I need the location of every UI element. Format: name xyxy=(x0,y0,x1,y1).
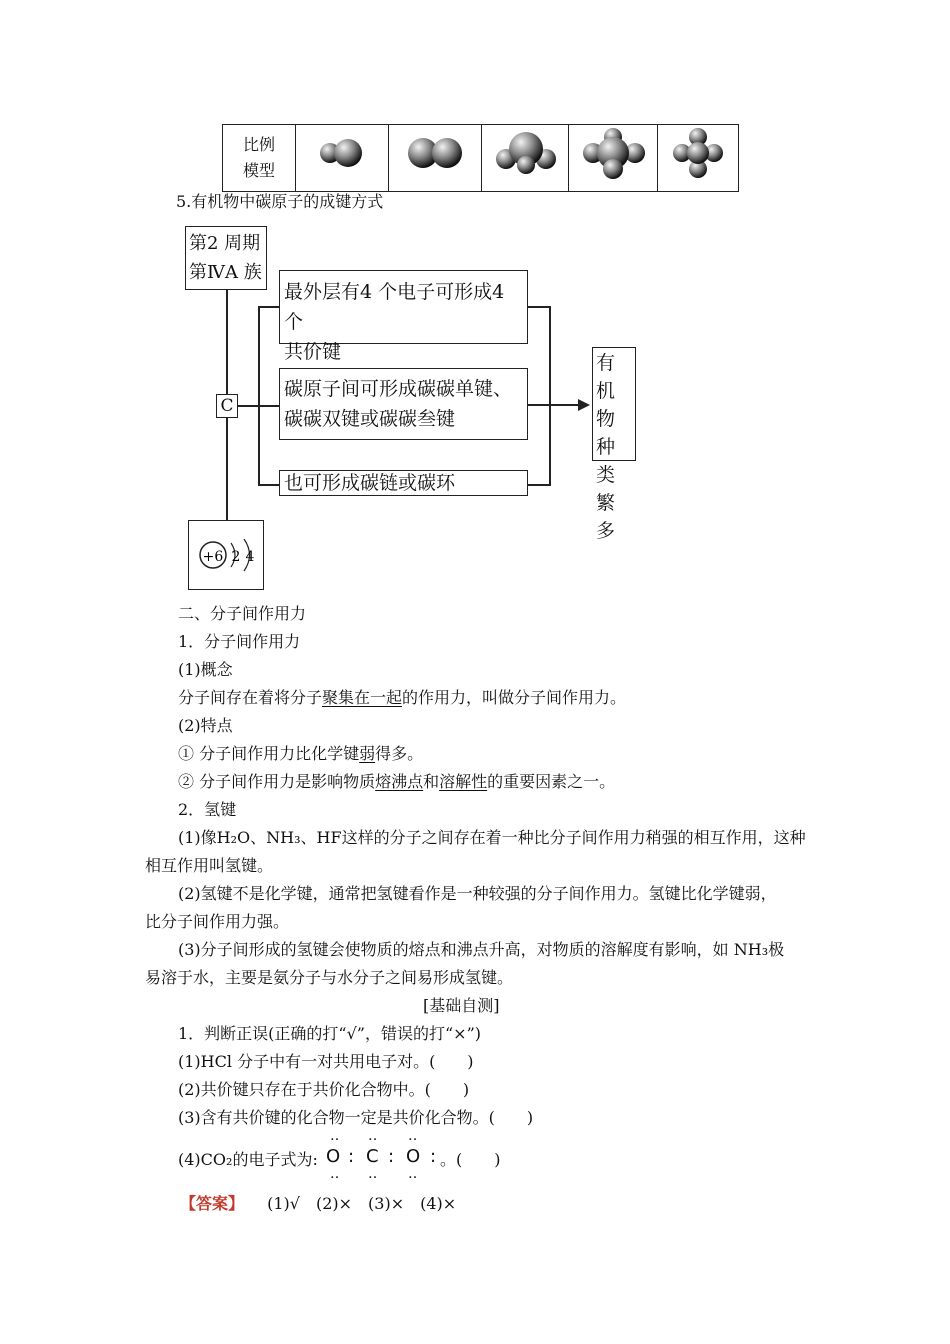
feature-2-underlined-2: 溶解性 xyxy=(439,772,488,791)
question-4-suffix: 。( ) xyxy=(440,1150,501,1169)
arrow-shaft xyxy=(528,404,582,406)
question-4-prefix: (4)CO₂的电子式为: xyxy=(178,1150,318,1169)
feature-1-underlined: 弱 xyxy=(359,744,376,763)
hbond-2-line1: (2)氢键不是化学键，通常把氢键看作是一种较强的分子间作用力。氢键比化学键弱， xyxy=(178,884,777,903)
box2-line1: 碳原子间可形成碳碳单键、 xyxy=(284,378,513,400)
box2-line2: 碳碳双键或碳碳叁键 xyxy=(284,408,456,430)
box1-line1: 最外层有4 个电子可形成4 个 xyxy=(284,281,505,333)
left-bracket-top xyxy=(258,306,280,308)
spine-line-top xyxy=(226,290,228,394)
ratio-model-table xyxy=(222,124,739,192)
section5-title: 5.有机物中碳原子的成键方式 xyxy=(176,192,384,211)
section2-heading: 二、分子间作用力 xyxy=(178,604,307,623)
question-heading: 1．判断正误(正确的打“√”，错误的打“×”) xyxy=(178,1024,481,1043)
hbond-heading: 2．氢键 xyxy=(178,800,237,819)
table-label-cell xyxy=(223,125,296,192)
model-cell-5 xyxy=(658,125,739,192)
arrow-head-icon xyxy=(578,398,592,412)
hbond-1-line2: 相互作用叫氢键。 xyxy=(145,856,274,875)
result-box xyxy=(592,347,636,542)
self-test-title: [基础自测] xyxy=(423,996,500,1015)
section2-sub1: 1．分子间作用力 xyxy=(178,632,301,651)
period-line: 第2 周期 xyxy=(189,233,261,254)
answer-text: (1)√ (2)× (3)× (4)× xyxy=(267,1194,457,1213)
carbon-bond-box xyxy=(279,368,528,440)
concept-text xyxy=(178,688,626,708)
left-bracket-bottom xyxy=(258,484,280,486)
right-bracket-vertical xyxy=(549,306,551,486)
feature-1-b: 得多。 xyxy=(375,744,424,763)
model-image-3 xyxy=(482,125,568,191)
result-line-1: 有机 xyxy=(596,352,616,402)
model-cell-1 xyxy=(296,125,389,192)
atom-structure-box xyxy=(188,520,264,590)
hbond-1-line1: (1)像H₂O、NH₃、HF这样的分子之间存在着一种比分子间作用力稍强的相互作用，这种 xyxy=(178,828,806,847)
model-image-5 xyxy=(658,125,738,191)
answer-line xyxy=(180,1194,456,1214)
co2-electron-formula: ‥ ‥ ‥ O : C : O : ‥ ‥ ‥ xyxy=(326,1128,437,1182)
question-2: (2)共价键只存在于共价化合物中。( ) xyxy=(178,1080,470,1099)
result-line-2: 物种 xyxy=(596,408,616,458)
box1-line2: 共价键 xyxy=(284,341,342,363)
concept-heading: (1)概念 xyxy=(178,660,233,679)
model-image-2 xyxy=(389,125,481,191)
left-bracket-vertical xyxy=(258,306,260,486)
feature-2-underlined-1: 熔沸点 xyxy=(375,772,424,791)
group-line: 第ⅣA 族 xyxy=(189,262,262,283)
feature-2-a: ② 分子间作用力是影响物质 xyxy=(178,772,376,791)
feature-2-b: 的重要因素之一。 xyxy=(487,772,616,791)
result-line-3: 类繁 xyxy=(596,464,616,514)
carbon-box: C xyxy=(216,394,238,418)
atom-nucleus: +6 xyxy=(202,549,224,565)
atom-shell-2: 4 xyxy=(245,549,255,565)
model-image-4 xyxy=(569,125,657,191)
concept-text-underlined: 聚集在一起 xyxy=(322,688,403,707)
model-cell-3 xyxy=(482,125,569,192)
model-cell-4 xyxy=(569,125,658,192)
model-image-1 xyxy=(296,125,388,191)
question-3: (3)含有共价键的化合物一定是共价化合物。( ) xyxy=(178,1108,534,1127)
feature-2-mid: 和 xyxy=(423,772,440,791)
outer-electron-box xyxy=(279,270,528,363)
result-line-4: 多 xyxy=(596,520,616,542)
bracket-connector xyxy=(238,405,258,407)
feature-1 xyxy=(178,744,423,764)
spine-line-bottom xyxy=(226,417,228,521)
hbond-3-line1: (3)分子间形成的氢键会使物质的熔点和沸点升高，对物质的溶解度有影响，如 NH₃极 xyxy=(178,940,785,959)
right-bracket-bottom xyxy=(528,484,550,486)
question-1: (1)HCl 分子中有一对共用电子对。( ) xyxy=(178,1052,474,1071)
features-heading: (2)特点 xyxy=(178,716,233,735)
feature-1-a: ① 分子间作用力比化学键 xyxy=(178,744,360,763)
hbond-2-line2: 比分子间作用力强。 xyxy=(145,912,290,931)
feature-2 xyxy=(178,772,615,792)
chain-ring-box: 也可形成碳链或碳环 xyxy=(279,470,528,496)
atom-structure-diagram xyxy=(189,521,263,589)
answer-label: 【答案】 xyxy=(180,1194,245,1213)
left-bracket-mid xyxy=(258,405,280,407)
period-group-box xyxy=(185,226,267,290)
model-cell-2 xyxy=(389,125,482,192)
table-label-line2: 模型 xyxy=(242,161,275,180)
concept-text-b: 的作用力，叫做分子间作用力。 xyxy=(402,688,627,707)
atom-shell-1: 2 xyxy=(231,549,241,565)
concept-text-a: 分子间存在着将分子 xyxy=(178,688,323,707)
table-label-line1: 比例 xyxy=(242,135,275,154)
hbond-3-line2: 易溶于水，主要是氨分子与水分子之间易形成氢键。 xyxy=(145,968,514,987)
right-bracket-top xyxy=(528,306,550,308)
